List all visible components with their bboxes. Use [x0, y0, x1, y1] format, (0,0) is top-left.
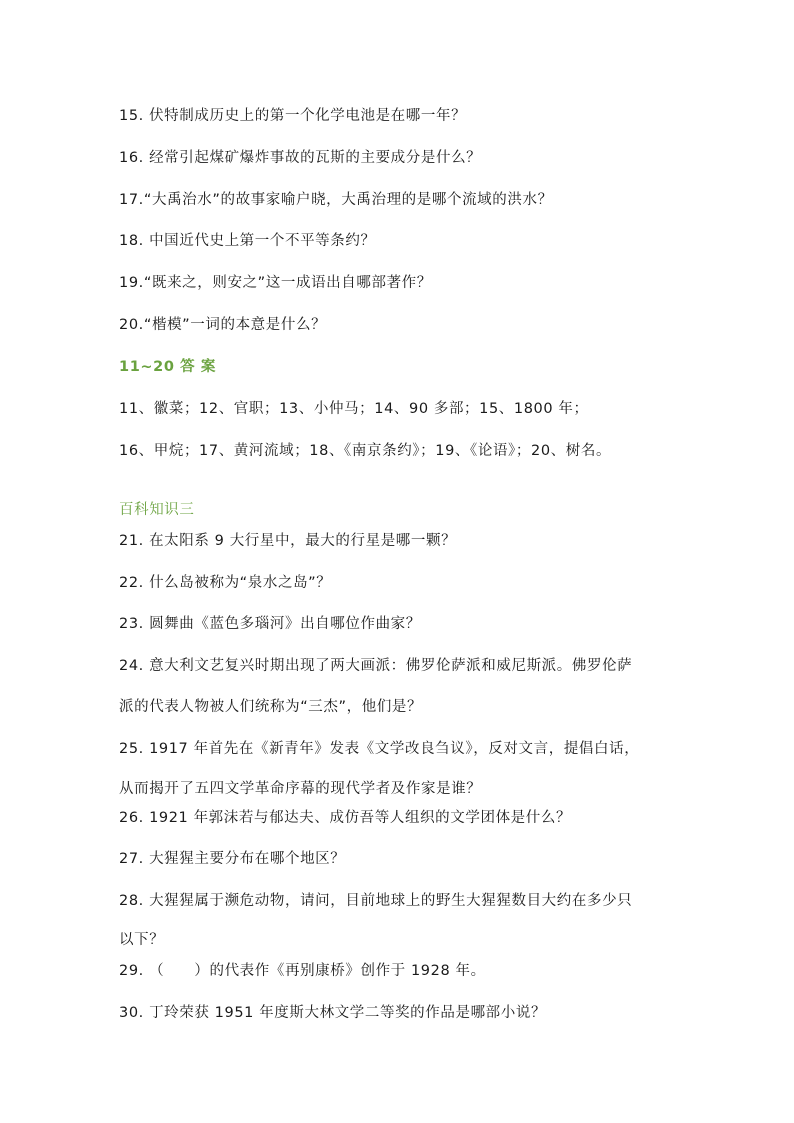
answers-heading: 11~20 答 案 — [119, 359, 217, 375]
question-29: 29. （ ）的代表作《再别康桥》创作于 1928 年。 — [119, 963, 486, 979]
question-28-line-1: 28. 大猩猩属于濒危动物，请问，目前地球上的野生大猩猩数目大约在多少只 — [119, 893, 633, 909]
question-18: 18. 中国近代史上第一个不平等条约？ — [119, 233, 376, 249]
question-15: 15. 伏特制成历史上的第一个化学电池是在哪一年？ — [119, 108, 467, 124]
question-27: 27. 大猩猩主要分布在哪个地区？ — [119, 851, 346, 867]
question-24-line-1: 24. 意大利文艺复兴时期出现了两大画派：佛罗伦萨派和威尼斯派。佛罗伦萨 — [119, 658, 633, 674]
question-25-line-2: 从而揭开了五四文学革命序幕的现代学者及作家是谁？ — [119, 781, 482, 797]
answers-line-2: 16、甲烷；17、黄河流域；18、《南京条约》；19、《论语》；20、树名。 — [119, 443, 612, 459]
question-16: 16. 经常引起煤矿爆炸事故的瓦斯的主要成分是什么？ — [119, 150, 482, 166]
answers-line-1: 11、徽菜；12、官职；13、小仲马；14、90 多部；15、1800 年； — [119, 401, 589, 417]
question-28-line-2: 以下？ — [119, 932, 165, 948]
question-22: 22. 什么岛被称为“泉水之岛”？ — [119, 575, 332, 591]
question-24-line-2: 派的代表人物被人们统称为“三杰”，他们是？ — [119, 699, 423, 715]
question-25-line-1: 25. 1917 年首先在《新青年》发表《文学改良刍议》，反对文言，提倡白话， — [119, 741, 640, 757]
question-17: 17.“大禹治水”的故事家喻户晓，大禹治理的是哪个流域的洪水？ — [119, 192, 553, 208]
question-30: 30. 丁玲荣获 1951 年度斯大林文学二等奖的作品是哪部小说？ — [119, 1005, 547, 1021]
question-20: 20.“楷模”一词的本意是什么？ — [119, 317, 327, 333]
question-23: 23. 圆舞曲《蓝色多瑙河》出自哪位作曲家？ — [119, 616, 421, 632]
section-title: 百科知识三 — [119, 502, 195, 518]
question-19: 19.“既来之，则安之”这一成语出自哪部著作？ — [119, 275, 432, 291]
question-26: 26. 1921 年郭沫若与郁达夫、成仿吾等人组织的文学团体是什么？ — [119, 810, 572, 826]
question-21: 21. 在太阳系 9 大行星中，最大的行星是哪一颗？ — [119, 533, 457, 549]
